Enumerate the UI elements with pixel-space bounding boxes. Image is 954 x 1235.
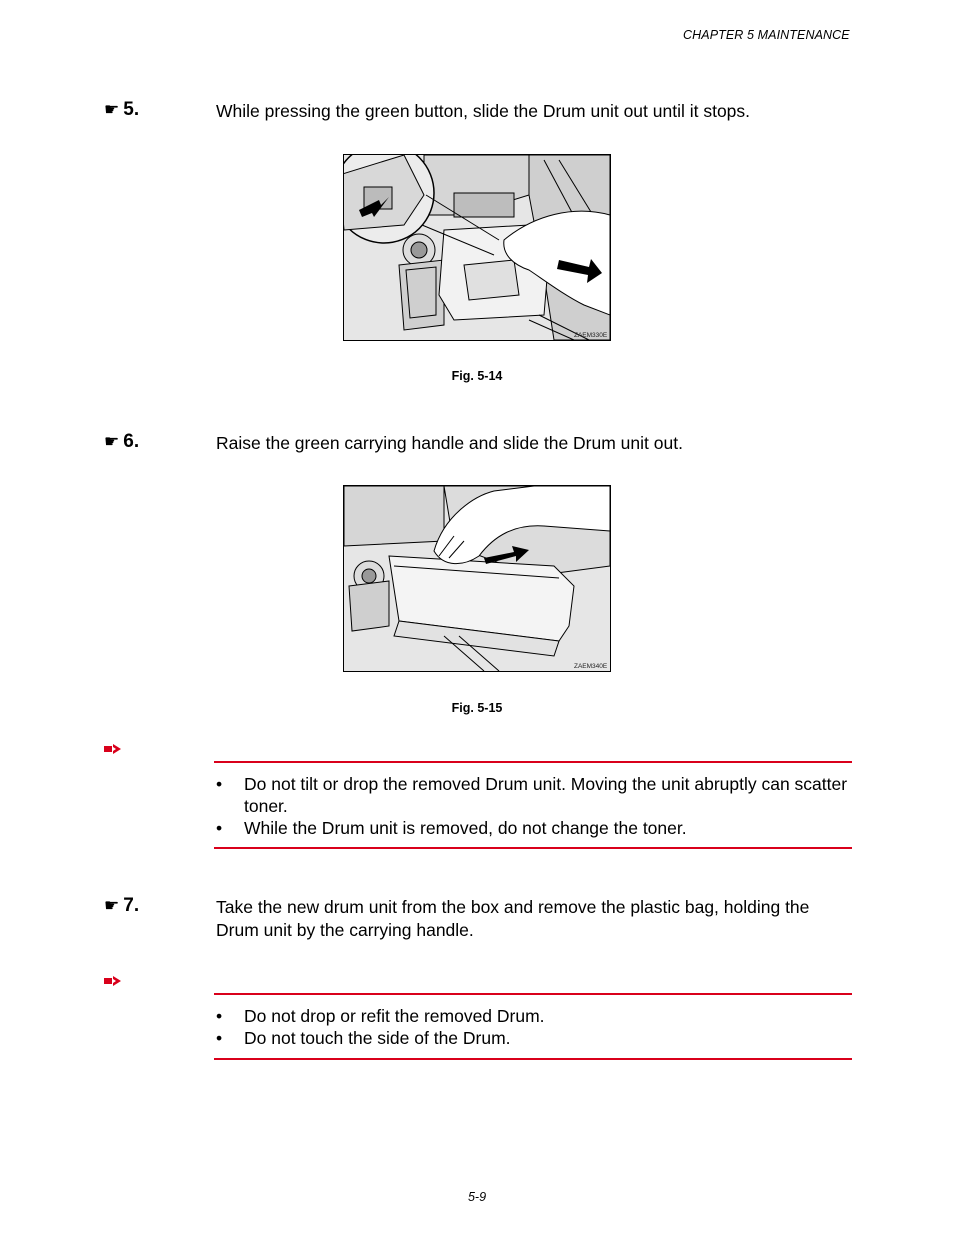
page-number: 5-9 <box>467 1190 487 1204</box>
drum-carry-out-illustration <box>344 486 610 671</box>
pointing-hand-icon: ☛ <box>104 100 120 119</box>
list-item: • While the Drum unit is removed, do not change the toner. <box>216 818 687 838</box>
step-5-text: While pressing the green button, slide the Drum unit out until it stops. <box>216 101 751 121</box>
step-5-number: ☛ 5. <box>104 99 140 120</box>
list-item: • Do not drop or refit the removed Drum. <box>216 1006 545 1026</box>
chapter-header: CHAPTER 5 MAINTENANCE <box>683 28 850 42</box>
figure-5-15-caption: Fig. 5-15 <box>451 701 503 715</box>
list-item: • Do not touch the side of the Drum. <box>216 1028 511 1048</box>
list-item: • Do not tilt or drop the removed Drum unit. Moving the unit abruptly can scatter toner. <box>216 774 848 816</box>
pointing-hand-icon: ☛ <box>104 896 120 915</box>
caution-box-2 <box>214 993 852 1060</box>
figure-5-14-id: ZAEM330E <box>574 332 608 339</box>
step-6-text: Raise the green carrying handle and slide the Drum unit out. <box>216 433 683 453</box>
step-7-text: Take the new drum unit from the box and remove the plastic bag, holding the Drum unit by the carrying handle. <box>216 897 810 940</box>
drum-slide-out-illustration <box>344 155 610 340</box>
step-6-number: ☛ 6. <box>104 431 140 452</box>
caution-arrow-icon <box>104 743 122 755</box>
figure-5-14-illustration <box>343 154 611 341</box>
figure-5-15-id: ZAEM340E <box>574 663 608 670</box>
step-7-number: ☛ 7. <box>104 895 140 916</box>
figure-5-15-illustration <box>343 485 611 672</box>
figure-5-14-caption: Fig. 5-14 <box>451 369 503 383</box>
caution-box-1 <box>214 761 852 849</box>
pointing-hand-icon: ☛ <box>104 432 120 451</box>
caution-arrow-icon <box>104 975 122 987</box>
